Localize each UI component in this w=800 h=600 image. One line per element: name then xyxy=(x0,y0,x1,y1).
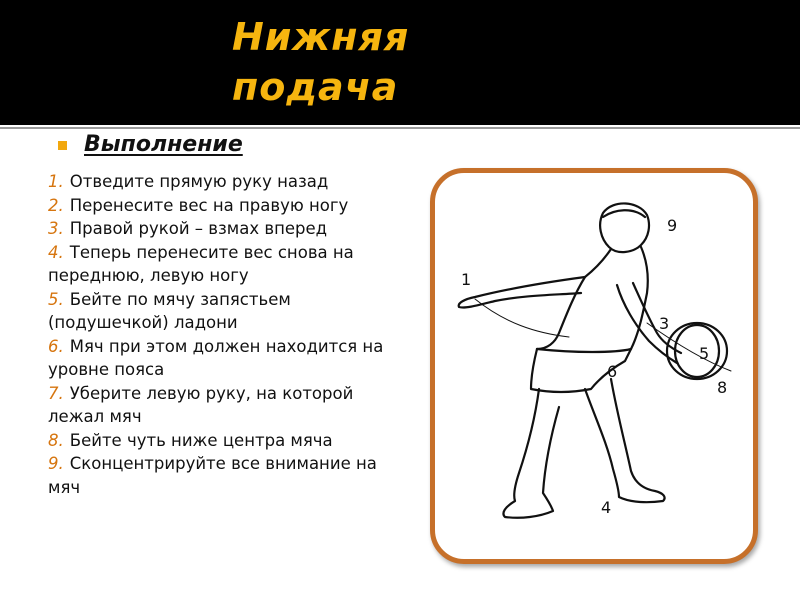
step-text: Отведите прямую руку назад xyxy=(69,172,329,191)
step-item xyxy=(48,194,388,218)
step-text: Сконцентрируйте все внимание на мяч xyxy=(48,454,377,497)
step-item xyxy=(48,429,388,453)
step-item xyxy=(48,335,388,382)
underhand-serve-illustration xyxy=(435,173,753,559)
step-text: Перенесите вес на правую ногу xyxy=(69,195,349,215)
slide-title-line-2: подача xyxy=(232,65,399,109)
step-item xyxy=(48,241,388,288)
ball-seam xyxy=(675,325,719,377)
front-leg xyxy=(503,389,559,518)
title-divider xyxy=(0,127,800,129)
step-item xyxy=(48,382,388,429)
figure-label: 1 xyxy=(461,270,472,289)
step-number: 8. xyxy=(48,430,64,450)
back-arm xyxy=(459,277,585,308)
step-text: Уберите левую руку, на которой лежал мяч xyxy=(48,383,354,426)
step-number: 7. xyxy=(48,383,64,403)
step-item xyxy=(48,452,388,499)
step-item xyxy=(48,217,388,241)
hair-line xyxy=(603,210,645,217)
step-number: 6. xyxy=(48,336,64,356)
figure-label: 3 xyxy=(659,314,670,333)
hitting-arm xyxy=(633,283,681,353)
step-number: 4. xyxy=(48,242,64,262)
figure-label: 8 xyxy=(717,378,728,397)
chest-outline xyxy=(537,247,648,352)
slide-title xyxy=(232,12,409,112)
figure-label: 6 xyxy=(607,362,618,381)
step-text: Мяч при этом должен находится на уровне пояса xyxy=(48,336,384,379)
step-number: 2. xyxy=(48,195,64,215)
figure-label: 5 xyxy=(699,344,710,363)
section-subtitle: Выполнение xyxy=(84,132,243,157)
step-number: 9. xyxy=(48,454,64,473)
illustration-frame xyxy=(430,168,758,564)
step-text: Теперь перенесите вес снова на переднюю, левую ногу xyxy=(48,242,354,285)
step-number: 3. xyxy=(48,219,64,238)
steps-list xyxy=(48,170,388,499)
step-number: 1. xyxy=(48,172,64,191)
square-bullet-icon xyxy=(58,141,67,150)
figure-label: 9 xyxy=(667,216,678,235)
step-item xyxy=(48,288,388,335)
step-text: Правой рукой – взмах вперед xyxy=(69,219,328,238)
figure-label: 4 xyxy=(601,498,612,517)
rear-leg xyxy=(585,379,665,502)
step-text: Бейте по мячу запястьем (подушечкой) ладони xyxy=(48,289,291,332)
step-number: 5. xyxy=(48,289,64,309)
step-item xyxy=(48,170,388,194)
step-text: Бейте чуть ниже центра мяча xyxy=(69,430,333,450)
motion-line xyxy=(475,299,569,337)
slide-title-line-1: Нижняя xyxy=(232,15,410,59)
